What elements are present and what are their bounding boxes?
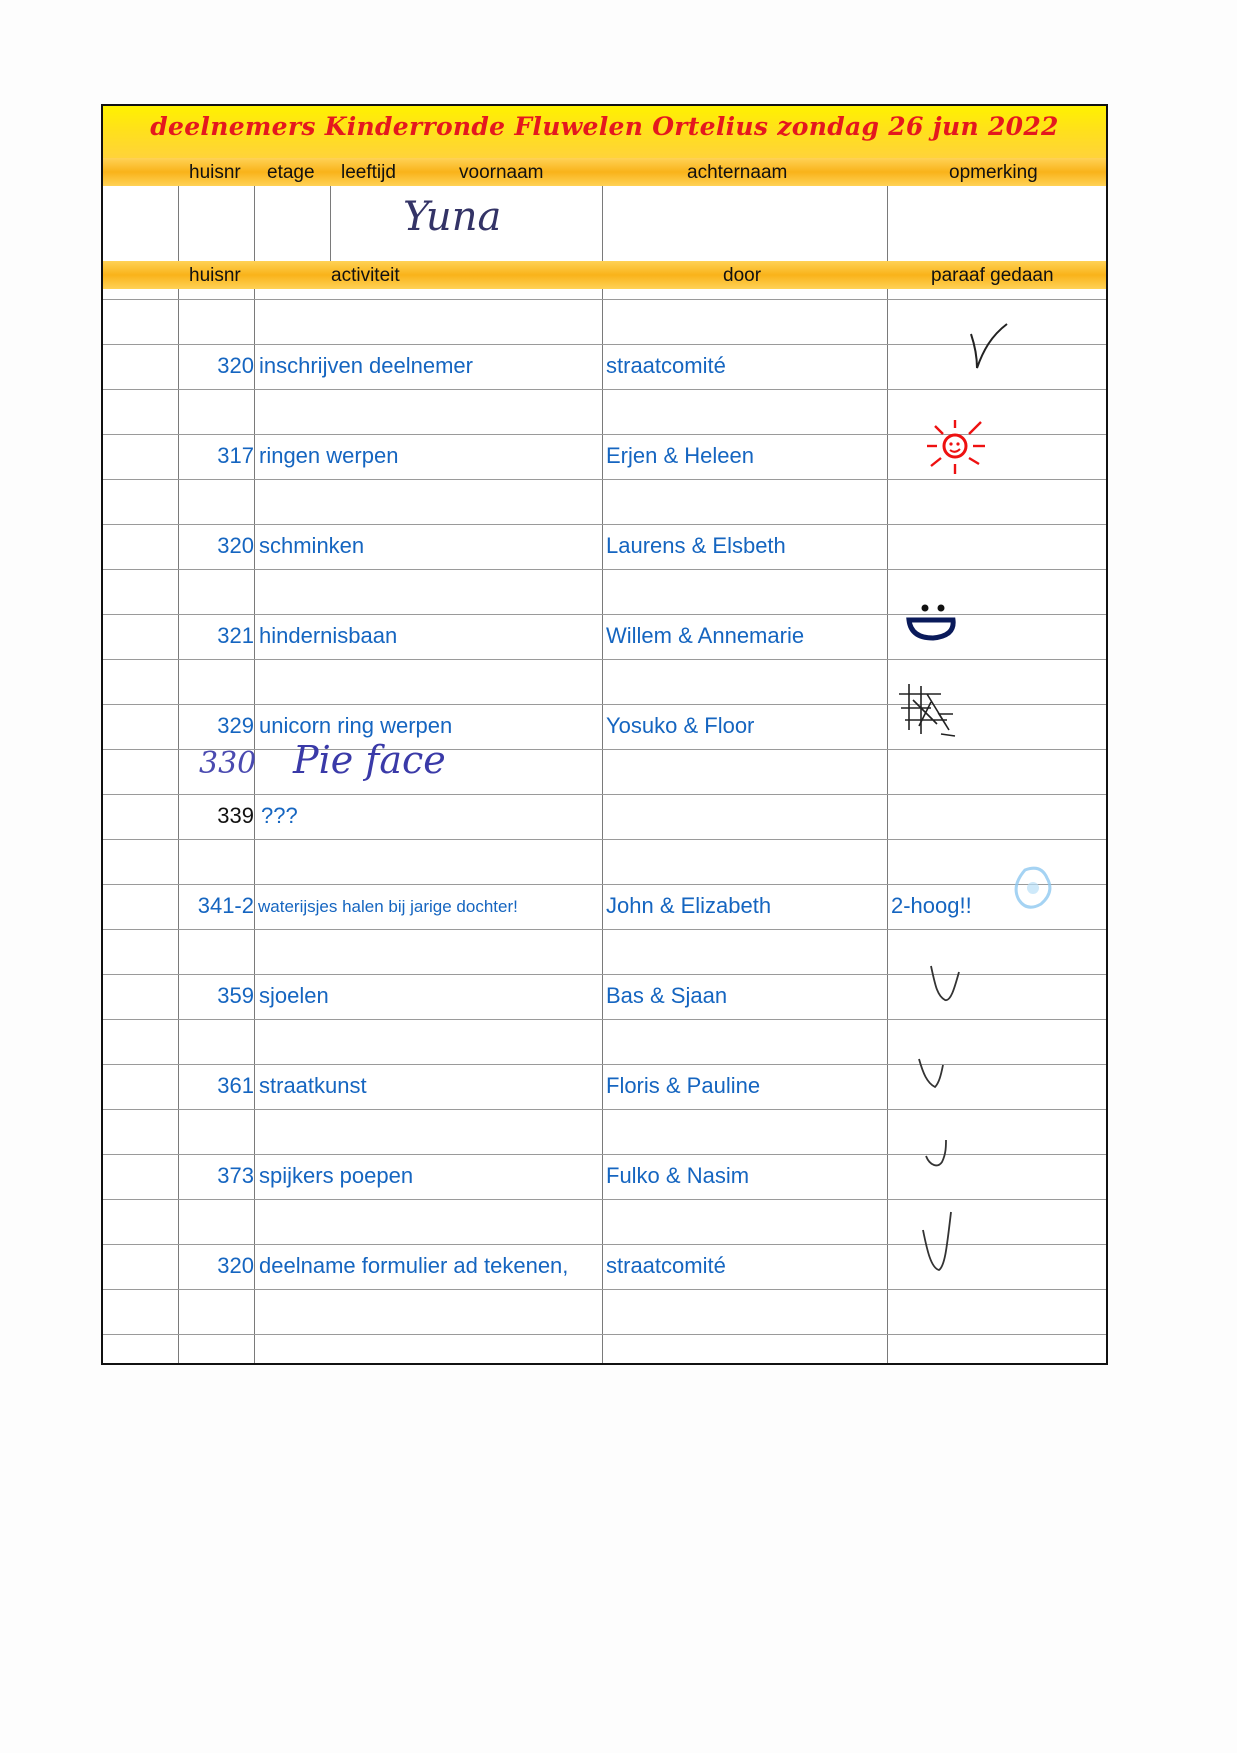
signature-scribble-icon <box>891 674 966 744</box>
row-huisnr: 320 <box>217 353 254 378</box>
title-band <box>103 106 1106 158</box>
check-mark-icon <box>921 956 971 1016</box>
row-huisnr: 339 <box>217 803 254 828</box>
row-door: Fulko & Nasim <box>606 1163 750 1188</box>
check-mark-icon <box>911 1051 956 1101</box>
row-huisnr: 317 <box>217 443 254 468</box>
row-activiteit: unicorn ring werpen <box>259 713 453 738</box>
participant-header <box>103 158 1106 186</box>
row-line <box>103 884 1106 885</box>
header-opmerking: opmerking <box>949 162 1038 183</box>
row-line <box>103 839 1106 840</box>
row-door: John & Elizabeth <box>606 893 772 918</box>
row-door: Erjen & Heleen <box>606 443 754 468</box>
row-line <box>103 299 1106 300</box>
row-door: Bas & Sjaan <box>606 983 728 1008</box>
row-line <box>103 1109 1106 1110</box>
grid-line <box>887 186 888 261</box>
row-door: Laurens & Elsbeth <box>606 533 786 558</box>
row-huisnr: 330 <box>199 746 257 781</box>
header2-huisnr: huisnr <box>189 265 241 286</box>
row-line <box>103 659 1106 660</box>
blue-stamp-icon <box>1007 862 1057 922</box>
row-huisnr: 320 <box>217 1253 254 1278</box>
row-activiteit: Pie face <box>293 738 446 782</box>
row-huisnr: 341-2 <box>197 893 254 918</box>
header-paraaf: paraaf gedaan <box>931 265 1054 286</box>
grid-line <box>178 289 179 1365</box>
row-huisnr: 329 <box>217 713 254 738</box>
row-huisnr: 320 <box>217 533 254 558</box>
row-door: Willem & Annemarie <box>606 623 805 648</box>
row-line <box>103 1019 1106 1020</box>
header-activiteit: activiteit <box>331 265 400 286</box>
row-huisnr: 373 <box>217 1163 254 1188</box>
row-activiteit: inschrijven deelnemer <box>259 353 473 378</box>
row-activiteit: ??? <box>261 803 298 828</box>
row-door: Yosuko & Floor <box>606 713 755 738</box>
grid-line <box>887 289 888 1365</box>
row-activiteit: schminken <box>259 533 365 558</box>
row-activiteit: waterijsjes halen bij jarige dochter! <box>258 897 518 916</box>
activity-header <box>103 261 1106 289</box>
participant-sheet <box>101 104 1108 1365</box>
row-door: straatcomité <box>606 1253 726 1278</box>
grid-line <box>602 289 603 1365</box>
check-mark-icon <box>913 1206 963 1281</box>
row-line <box>103 389 1106 390</box>
grid-line <box>254 289 255 1365</box>
check-mark-icon <box>963 316 1013 376</box>
row-line <box>103 569 1106 570</box>
participant-voornaam: Yuna <box>403 194 502 240</box>
row-activiteit: sjoelen <box>259 983 329 1008</box>
row-huisnr: 359 <box>217 983 254 1008</box>
header-huisnr: huisnr <box>189 162 241 183</box>
row-line <box>103 344 1106 345</box>
row-huisnr: 361 <box>217 1073 254 1098</box>
row-huisnr: 321 <box>217 623 254 648</box>
row-line <box>103 524 1106 525</box>
row-activiteit: straatkunst <box>259 1073 367 1098</box>
row-line <box>103 1289 1106 1290</box>
row-line <box>103 1334 1106 1335</box>
header-etage: etage <box>267 162 315 183</box>
grid-line <box>330 186 331 261</box>
sun-drawing-icon <box>911 406 1001 486</box>
row-activiteit: ringen werpen <box>259 443 399 468</box>
sheet-title: deelnemers Kinderronde Fluwelen Ortelius zondag 26 jun 2022 <box>150 112 1059 141</box>
smiley-drawing-icon <box>903 594 963 654</box>
row-activiteit: deelname formulier ad tekenen, <box>259 1253 569 1278</box>
row-door: straatcomité <box>606 353 726 378</box>
check-mark-icon <box>918 1136 958 1181</box>
row-door: Floris & Pauline <box>606 1073 761 1098</box>
grid-line <box>178 186 179 261</box>
row-line <box>103 794 1106 795</box>
header-voornaam: voornaam <box>459 162 544 183</box>
grid-line <box>254 186 255 261</box>
header-achternaam: achternaam <box>687 162 788 183</box>
grid-line <box>602 186 603 261</box>
header-leeftijd: leeftijd <box>341 162 396 183</box>
header-door: door <box>723 265 762 286</box>
row-activiteit: hindernisbaan <box>259 623 398 648</box>
row-line <box>103 1199 1106 1200</box>
row-line <box>103 929 1106 930</box>
row-activiteit: spijkers poepen <box>259 1163 414 1188</box>
row-opmerking: 2-hoog!! <box>891 893 972 918</box>
